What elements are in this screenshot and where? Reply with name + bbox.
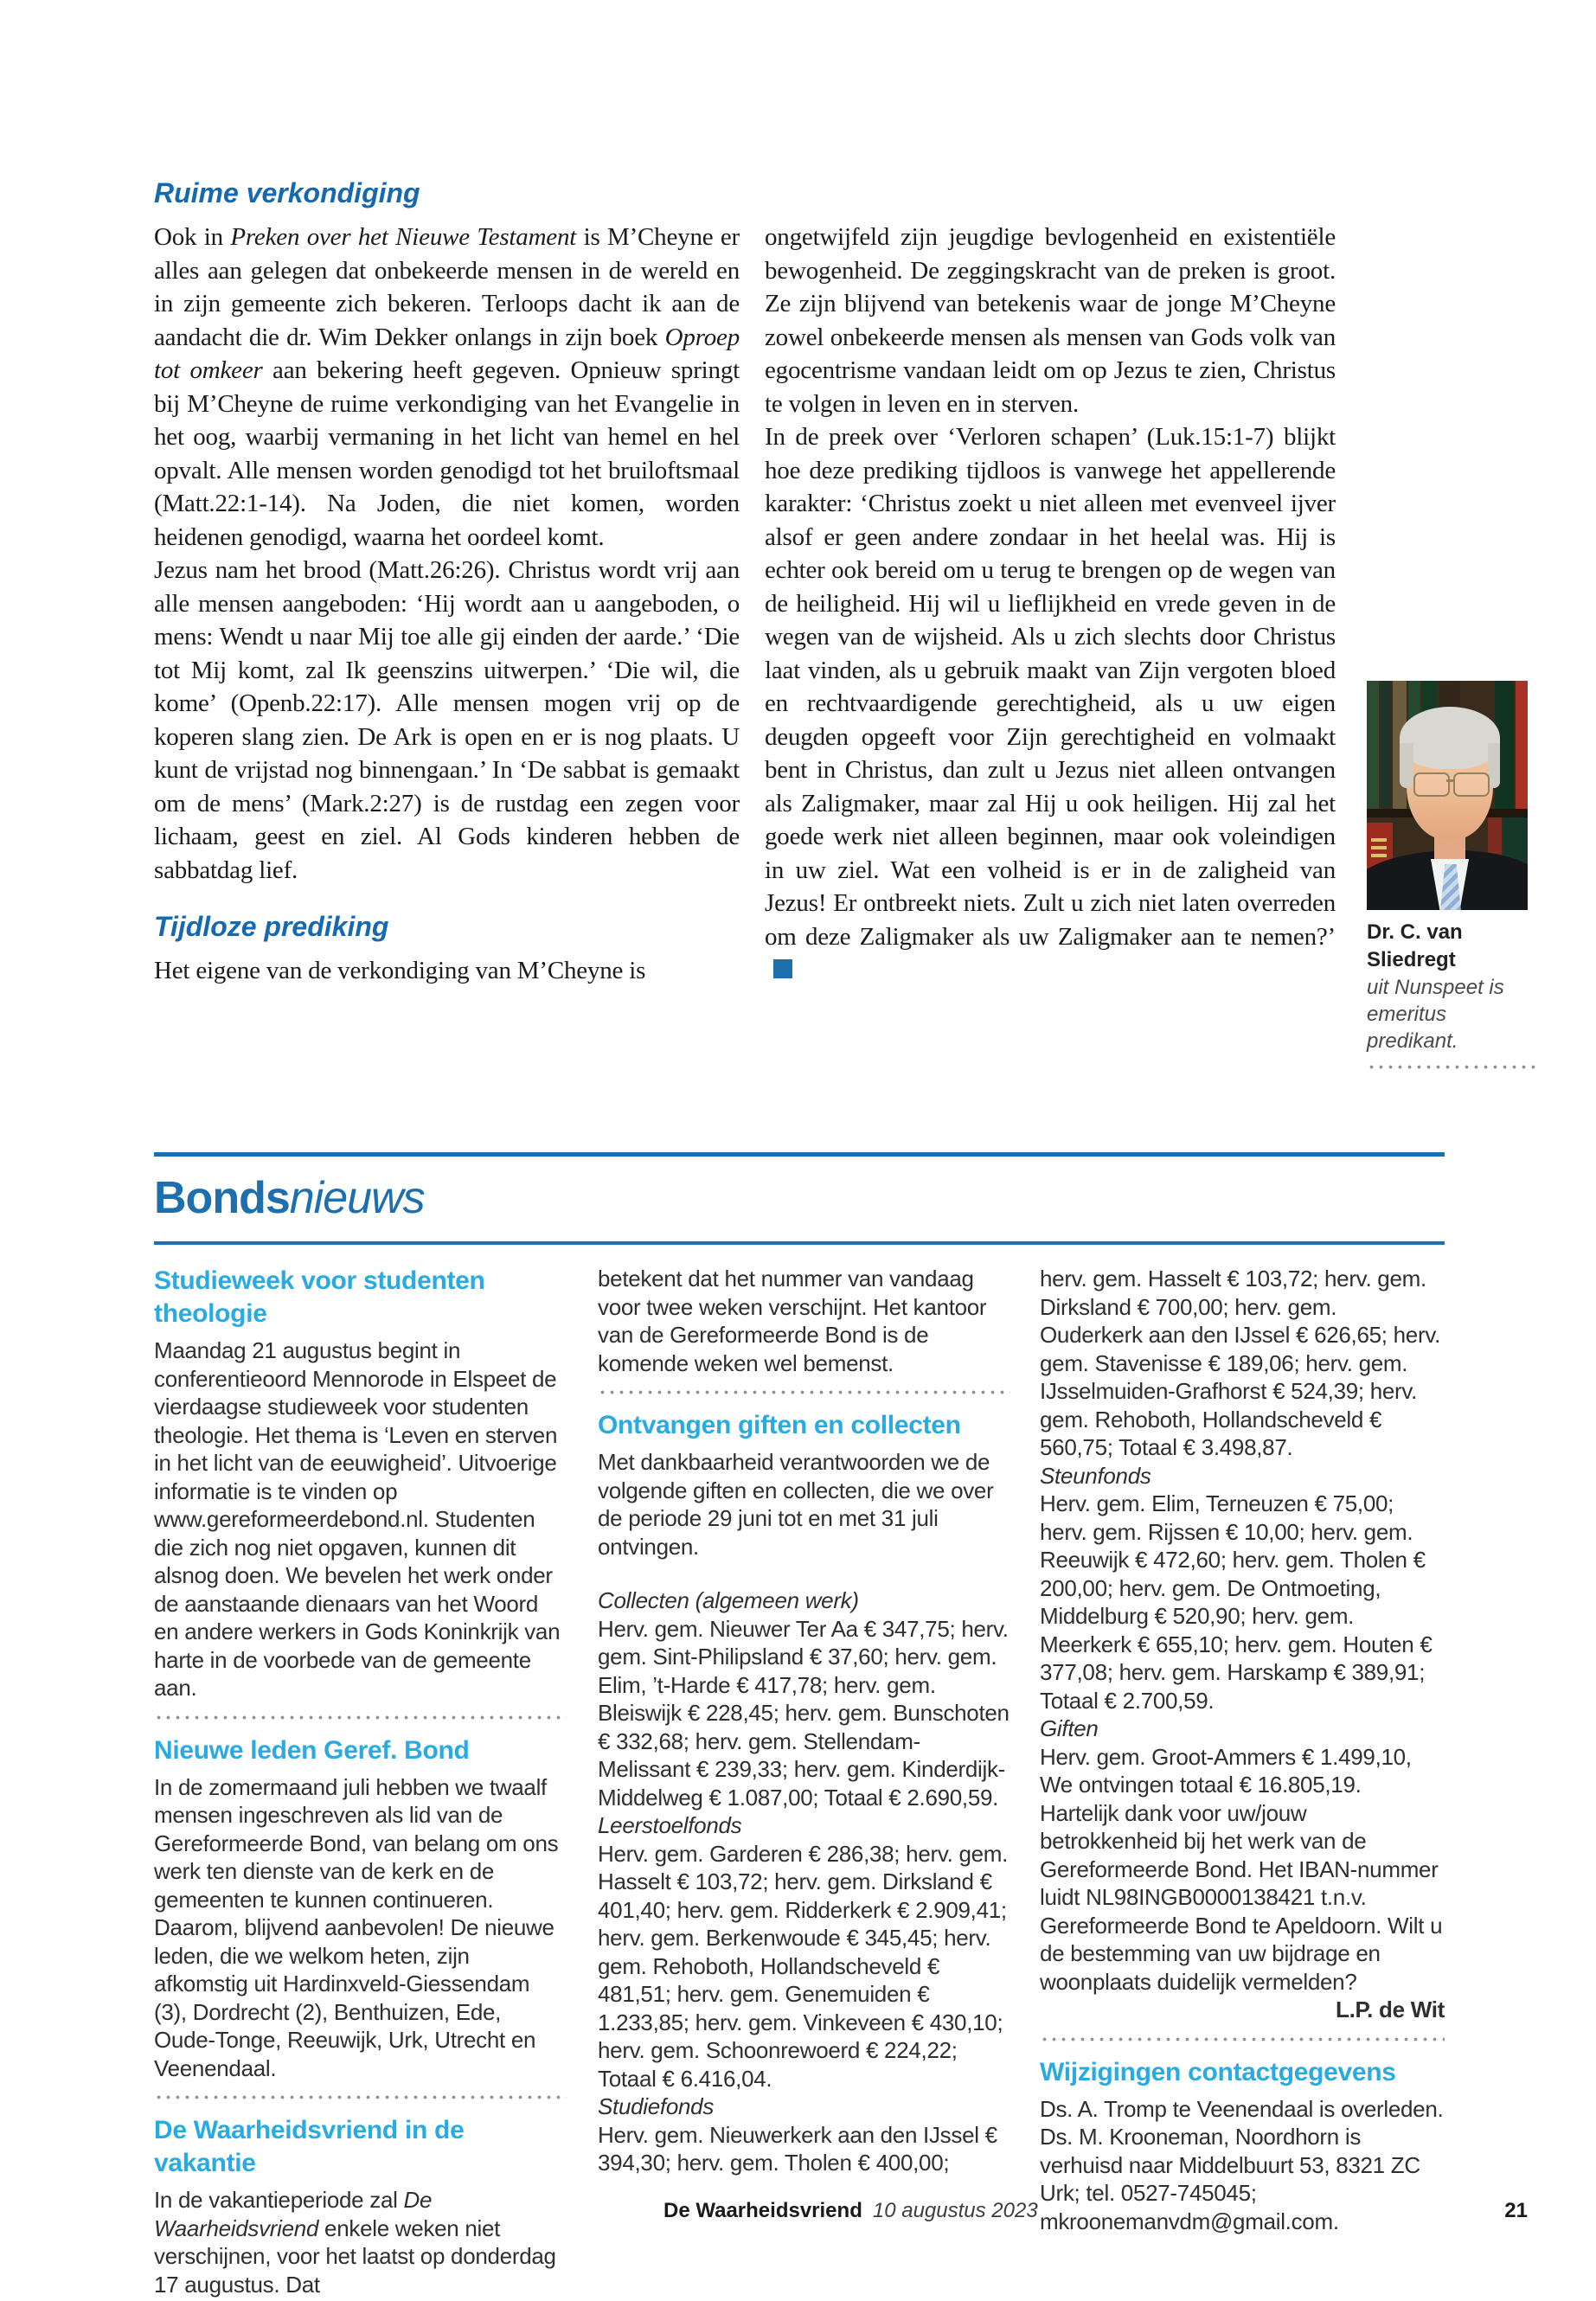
portrait-hair [1400,743,1413,788]
news-list-steunfonds: Herv. gem. Elim, Terneuzen € 75,00; herv. gem. Rijssen € 10,00; herv. gem. Reeuwijk € 472,60; herv. gem. Tholen € 200,00; herv. gem. De Ontmoeting, Middelburg € 520,90; herv. gem. Meerkerk € 655,10; herv. gem. Houten € 377,08; herv. gem. Harskamp € 389,91; Totaal € 2.700,59. [1040,1490,1433,1714]
news-column-2 [598,1265,1010,2177]
dotted-divider [598,1390,1010,1394]
news-subhead-studiefonds: Studiefonds [598,2093,715,2119]
news-paragraph: Met dankbaarheid verantwoorden we de volgende giften en collecten, die we over de periode 29 juni tot en met 31 juli ontvingen. [598,1449,994,1560]
dotted-divider [1040,2037,1445,2041]
bondsnieuws-title-italic: nieuws [289,1173,425,1223]
news-subhead-steunfonds: Steunfonds [1040,1462,1151,1489]
spacer [598,1561,1010,1586]
news-list-leerstoelfonds: Herv. gem. Garderen € 286,38; herv. gem. Hasselt € 103,72; herv. gem. Dirksland € 401,40; herv. gem. Ridderkerk € 2.909,41; herv. gem. Berkenwoude € 345,45; herv. gem. Rehoboth, Hollandscheveld € 481,51; herv. gem. Genemuiden € 1.233,85; herv. gem. Vinkeveen € 430,10; herv. gem. Schoonrewoerd € 224,22; Totaal € 6.416,04. [598,1840,1009,2092]
footer-magazine-name: De Waarheidsvriend [663,2199,862,2222]
news-paragraph: In de vakantieperiode zal De Waarheidsvriend enkele weken niet verschijnen, voor het laatst op donderdag 17 augustus. Dat [154,2187,556,2298]
article-column-left [154,176,740,988]
news-heading-giften: Ontvangen giften en collecten [598,1411,961,1439]
dotted-divider [154,1715,567,1720]
article-paragraph: Ook in Preken over het Nieuwe Testament is M’Cheyne er alles aan gelegen dat onbekeerde mensen in de wereld en in zijn gemeente zich bekeren. Terloops dacht ik aan de aandacht die dr. Wim Dekker onlangs in zijn boek Oproep tot omkeer aan bekering heeft gegeven. Opnieuw springt bij M’Cheyne de ruime verkondiging van het Evangelie in het oog, waarbij vermaning in het licht van hemel en hel opvalt. Alle mensen worden genodigd tot het bruiloftsmaal (Matt.22:1-14). Na Joden, die niet komen, worden heidenen genodigd, waarna het oordeel komt. [154,223,740,551]
bondsnieuws-title [154,1170,1445,1226]
footer-date: 10 augustus 2023 [872,2199,1038,2222]
bondsnieuws-title-bold: Bonds [154,1173,290,1223]
portrait-glasses [1446,779,1453,782]
news-paragraph: In de zomermaand juli hebben we twaalf mensen ingeschreven als lid van de Gereformeerde Bond, van belang om ons werk ten dienste van de kerk en de gemeenten te kunnen continueren. Daarom, blijvend aanbevolen! De nieuwe leden, die we welkom heten, zijn afkomstig uit Hardinxveld-Giessendam (3), Dordrecht (2), Benthuizen, Ede, Oude-Tonge, Reeuwijk, Urk, Utrecht en Veenendaal. [154,1773,559,2081]
news-list-studiefonds: Herv. gem. Nieuwerkerk aan den IJssel € 394,30; herv. gem. Tholen € 400,00; [598,2121,997,2176]
portrait-hair [1400,707,1500,769]
article-paragraph: ongetwijfeld zijn jeugdige bevlogenheid en existentiële bewogenheid. De zeggingskracht van de preken is groot. Ze zijn blijvend van betekenis waar de jonge M’Cheyne zowel onbekeerde mensen als mensen van Gods volk van egocentrisme vandaan leidt om op Jezus te zien, Christus te volgen in leven en in sterven. [765,223,1336,418]
article-paragraph: Jezus nam het brood (Matt.26:26). Christus wordt vrij aan alle mensen aangeboden: ‘Hij wordt aan u aangeboden, o mens: Wendt u naar Mij toe alle gij einden der aarde.’ ‘Die tot Mij komt, zal Ik geenszins uitwerpen.’ ‘Die wil, die kome’ (Openb.22:17). Alle mensen mogen vrij op de koperen slang zien. De Ark is open en er is nog plaats. U kunt de vrijstad nog binnengaan.’ In ‘De sabbat is gemaakt om de mens’ (Mark.2:27) is de rustdag een zegen voor lichaam, geest en ziel. Al Gods kinderen hebben de sabbatdag lief. [154,556,740,884]
news-column-3 [1040,1265,1445,2235]
news-list-collecten: Herv. gem. Nieuwer Ter Aa € 347,75; herv. gem. Sint-Philipsland € 37,60; herv. gem. Elim, ’t-Harde € 417,78; herv. gem. Bleiswijk € 228,45; herv. gem. Bunschoten € 332,68; herv. gem. Stellendam-Melissant € 239,33; herv. gem. Kinderdijk-Middelweg € 1.087,00; Totaal € 2.690,59. [598,1615,1010,1811]
news-paragraph: Maandag 21 augustus begint in conferentieoord Mennorode in Elspeet de vierdaagse studieweek voor studenten theologie. Het thema is ‘Leven en sterven in het licht van de eeuwigheid’. Uitvoerige informatie is te vinden op www.gereformeerdebond.nl. Studenten die zich nog niet opgaven, kunnen dit alsnog doen. We bevelen het werk onder de aanstaande dienaars van het Woord en andere werkers in Gods Koninkrijk van harte in de voorbede van de gemeente aan. [154,1337,561,1701]
dotted-divider [154,2095,567,2099]
article-heading-ruime-verkondiging: Ruime verkondiging [154,177,420,208]
news-list-studiefonds-continued: herv. gem. Hasselt € 103,72; herv. gem. Dirksland € 700,00; herv. gem. Ouderkerk aan den IJssel € 626,65; herv. gem. Stavenisse € 189,06; herv. gem. IJsselmuiden-Grafhorst € 524,39; herv. gem. Rehoboth, Hollandscheveld € 560,75; Totaal € 3.498,87. [1040,1266,1441,1460]
article-closing-text: In de preek over ‘Verloren schapen’ (Luk.15:1-7) blijkt hoe deze prediking tijdloos is vanwege het appellerende karakter: ‘Christus zoekt u niet alleen met evenveel ijver alsof er geen andere zondaar in het heelal was. Hij is echter ook bereid om u terug te brengen op de wegen van de heiligheid. Hij wil u lieflijkheid en vrede geven in de wegen van de wijsheid. Als u zich slechts door Christus laat vinden, als u gebruik maakt van Zijn vergoten bloed en rechtvaardigende gerechtigheid, als u uw eigen deugden opgeeft voor Zijn gerechtigheid en volmaakt bent in Christus, dan zult u Jezus niet alleen ontvangen als Zaligmaker, maar zal Hij u ook heiligen. Hij zal het goede werk niet alleen beginnen, maar ook voleindigen in uw ziel. Wat een volheid is er in de zaligheid van Jezus! Er ontbreekt niets. Zult u zich niet laten overreden om deze Zaligmaker als uw Zaligmaker aan te nemen?’ [765,423,1336,951]
news-paragraph: Ds. A. Tromp te Veenendaal is overleden. Ds. M. Krooneman, Noordhorn is verhuisd naar Middelbuurt 53, 8321 ZC Urk; tel. 0527-745045; mkroonemanvdm@gmail.com. [1040,2095,1444,2234]
news-heading-vakantie: De Waarheidsvriend in de vakantie [154,2116,465,2177]
book-spine [1516,681,1528,811]
news-subhead-collecten: Collecten (algemeen werk) [598,1587,859,1613]
signature: L.P. de Wit [1335,1997,1445,2022]
news-heading-studieweek: Studieweek voor studenten theologie [154,1266,485,1328]
caption-name: Dr. C. van Sliedregt [1367,920,1463,971]
news-heading-wijzigingen: Wijzigingen contactgegevens [1040,2057,1396,2086]
news-paragraph: betekent dat het nummer van vandaag voor twee weken verschijnt. Het kantoor van de Gereformeerde Bond is de komende weken wel bemenst. [598,1266,987,1376]
portrait-hair [1488,743,1500,788]
end-of-article-marker [773,959,792,978]
article-column-right [765,221,1336,987]
caption-text: uit Nunspeet is emeritus predikant. [1367,976,1504,1053]
news-subhead-leerstoelfonds: Leerstoelfonds [598,1812,742,1838]
bondsnieuws-header [154,1152,1445,1245]
footer [663,2199,1038,2223]
book-spine [1381,681,1391,807]
dotted-divider [1367,1065,1536,1069]
article-heading-tijdloze-prediking: Tijdloze prediking [154,911,389,942]
footer-page-number: 21 [1504,2199,1528,2222]
article-paragraph [765,420,1336,987]
news-heading-nieuwe-leden: Nieuwe leden Geref. Bond [154,1735,470,1765]
portrait-photo [1367,681,1528,910]
news-subhead-giften: Giften [1040,1715,1099,1741]
photo-caption [1367,919,1536,1069]
portrait-glasses [1453,772,1490,797]
news-list-giften: Herv. gem. Groot-Ammers € 1.499,10, We ontvingen totaal € 16.805,19. Hartelijk dank voor uw/jouw betrokkenheid bij het werk van de Gereformeerde Bond. Het IBAN-nummer luidt NL98INGB0000138421 t.n.v. Gereformeerde Bond te Apeldoorn. Wilt u de bestemming van uw bijdrage en woonplaats duidelijk vermelden? [1040,1743,1443,1995]
book-spine [1367,681,1379,811]
portrait-glasses [1413,772,1450,797]
news-column-1 [154,1265,567,2298]
article-paragraph: Het eigene van de verkondiging van M’Cheyne is [154,957,646,984]
